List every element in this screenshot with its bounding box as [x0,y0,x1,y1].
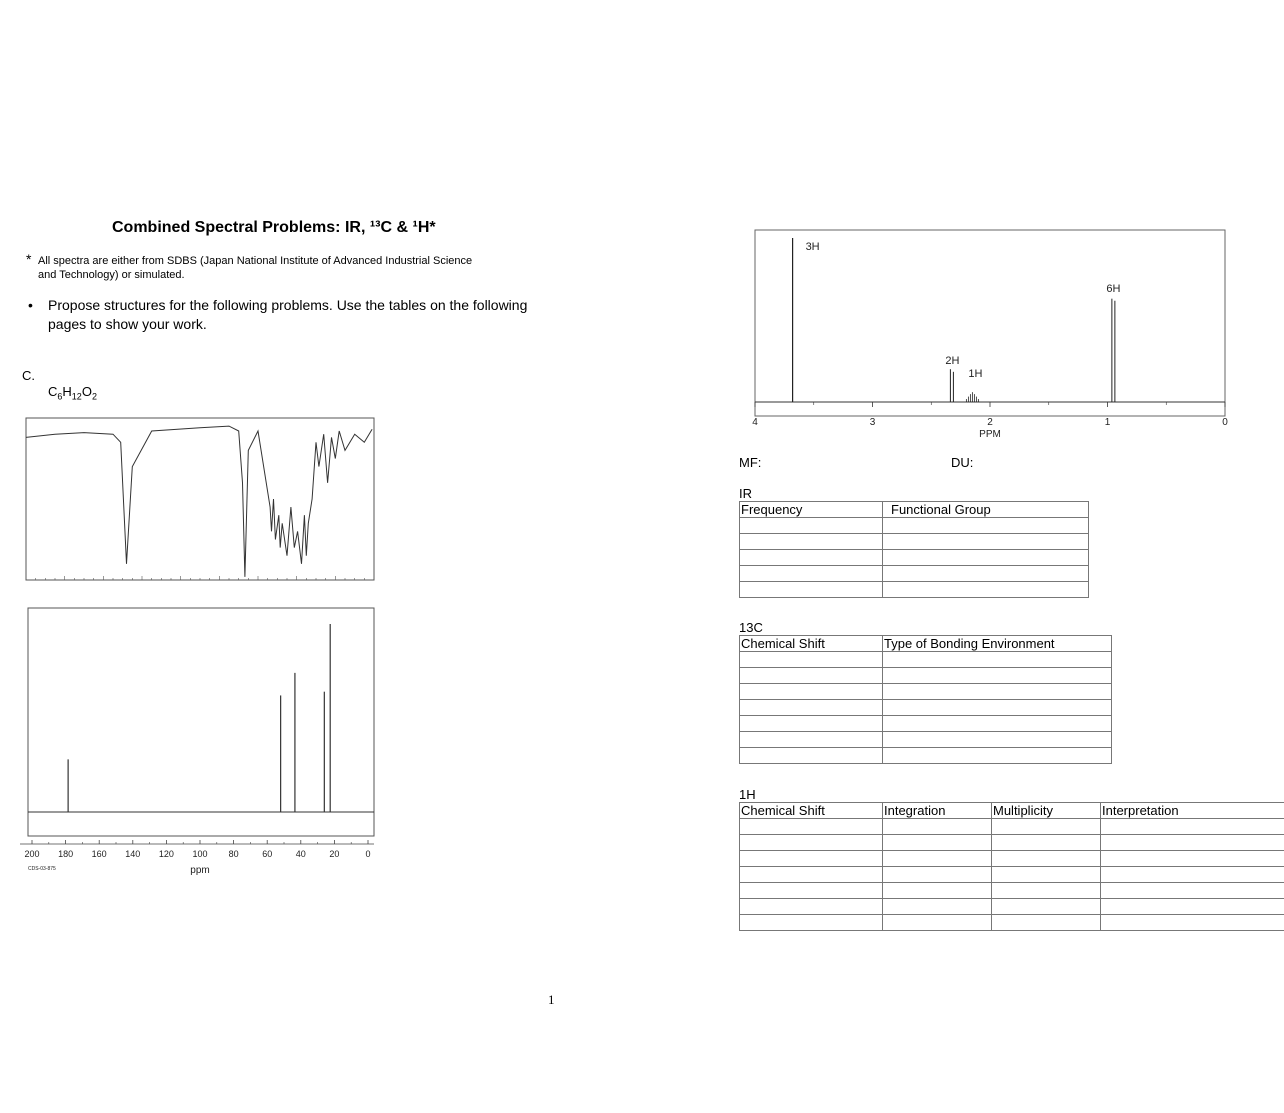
h1-tick-label: 2 [987,417,993,428]
table-cell[interactable] [1101,819,1284,835]
table-row [740,582,1089,598]
h1-frame [755,230,1225,416]
table-cell[interactable] [992,835,1101,851]
table-cell[interactable] [992,915,1101,931]
note-asterisk: * [26,251,32,267]
table-cell[interactable] [740,899,883,915]
table-row [740,867,1284,883]
table-row [740,915,1284,931]
h1-header-interpretation: Interpretation [1101,803,1284,819]
table-cell[interactable] [740,700,883,716]
h1-peak-label: 3H [805,241,820,253]
problem-label: C. [22,368,35,383]
bullet-symbol: • [28,297,33,313]
c13-table [739,635,1112,764]
c13-tick-label: 160 [91,849,107,859]
c13-frame [28,608,374,836]
instruction-bullet [28,296,568,334]
table-cell[interactable] [992,899,1101,915]
table-cell[interactable] [1101,915,1284,931]
molecular-formula: $C_6H_{12}O_2$ [48,384,97,402]
table-cell[interactable] [740,819,883,835]
h1-spectrum [745,228,1235,443]
table-cell[interactable] [883,550,1089,566]
table-cell[interactable] [883,915,992,931]
table-cell[interactable] [883,835,992,851]
mf-label: MF: [739,455,762,470]
h1-peak-label: 2H [945,355,960,367]
ir-section-label: IR [739,486,752,501]
table-cell[interactable] [1101,835,1284,851]
c13-spectrum [10,606,382,876]
h1-section-label: 1H [739,787,756,802]
table-cell[interactable] [992,883,1101,899]
table-cell[interactable] [992,867,1101,883]
table-cell[interactable] [883,684,1112,700]
h1-tick-label: 3 [869,417,876,428]
table-cell[interactable] [992,851,1101,867]
table-row [740,566,1089,582]
table-row [740,899,1284,915]
source-note [26,251,478,282]
c13-section-label: 13C [739,620,763,635]
table-cell[interactable] [740,851,883,867]
table-cell[interactable] [883,883,992,899]
h1-header-shift: Chemical Shift [740,803,883,819]
du-label: DU: [951,455,974,470]
table-cell[interactable] [740,668,883,684]
c13-tick-label: 20 [329,849,340,859]
table-row [740,851,1284,867]
table-cell[interactable] [1101,867,1284,883]
table-cell[interactable] [1101,883,1284,899]
h1-header-multiplicity: Multiplicity [992,803,1101,819]
table-cell[interactable] [740,652,883,668]
table-cell[interactable] [740,867,883,883]
table-cell[interactable] [740,748,883,764]
table-row [740,534,1089,550]
table-cell[interactable] [883,534,1089,550]
table-row [740,883,1284,899]
table-row [740,716,1112,732]
table-cell[interactable] [883,732,1112,748]
table-cell[interactable] [740,915,883,931]
table-row [740,700,1112,716]
table-row [740,668,1112,684]
table-cell[interactable] [883,652,1112,668]
ir-frame [26,418,374,580]
table-row [740,732,1112,748]
table-cell[interactable] [883,700,1112,716]
c13-tick-label: 0 [365,849,371,859]
c13-tick-label: 120 [158,849,174,859]
c13-tick-label: 60 [262,849,273,859]
instruction-text: Propose structures for the following problems. Use the tables on the following pages to show your work. [48,297,528,332]
table-row [740,518,1089,534]
c13-tick-label: 200 [24,849,40,859]
c13-tick-label: 140 [125,849,141,859]
table-cell[interactable] [740,566,883,582]
ir-header-frequency: Frequency [740,502,883,518]
table-cell[interactable] [883,899,992,915]
ir-table [739,501,1089,598]
table-cell[interactable] [740,534,883,550]
table-cell[interactable] [1101,851,1284,867]
h1-peak-label: 1H [968,368,983,380]
ir-spectrum [14,414,380,594]
c13-tick-label: 40 [295,849,306,859]
table-row [740,835,1284,851]
h1-tick-label: 0 [1222,417,1228,428]
table-cell[interactable] [740,716,883,732]
ir-trace [26,426,372,577]
table-cell[interactable] [883,819,992,835]
c13-header-shift: Chemical Shift [740,636,883,652]
table-row [740,684,1112,700]
h1-tick-label: 1 [1104,417,1111,428]
table-row [740,748,1112,764]
table-cell[interactable] [740,582,883,598]
h1-xlabel: PPM [979,429,1001,440]
table-cell[interactable] [883,716,1112,732]
table-cell[interactable] [883,518,1089,534]
c13-xlabel: ppm [190,865,210,876]
page-title: Combined Spectral Problems: IR, ¹³C & ¹H* [112,219,436,236]
table-cell[interactable] [883,748,1112,764]
c13-tick-label: 180 [58,849,74,859]
table-cell[interactable] [740,684,883,700]
table-cell[interactable] [883,566,1089,582]
ir-header-functional-group: Functional Group [883,502,1089,518]
table-cell[interactable] [883,582,1089,598]
page-number: 1 [548,992,555,1007]
h1-table [739,802,1284,931]
table-cell[interactable] [740,550,883,566]
c13-header-environment: Type of Bonding Environment [883,636,1112,652]
c13-code: CDS-03-875 [28,866,56,872]
table-cell[interactable] [883,668,1112,684]
table-cell[interactable] [883,867,992,883]
c13-tick-label: 80 [228,849,239,859]
table-row [740,550,1089,566]
c13-tick-label: 100 [192,849,208,859]
h1-tick-label: 4 [752,417,758,428]
table-cell[interactable] [883,851,992,867]
table-cell[interactable] [740,732,883,748]
note-text: All spectra are either from SDBS (Japan National Institute of Advanced Industrial Science and Technology) or simulated. [38,255,473,281]
table-cell[interactable] [740,883,883,899]
table-row [740,819,1284,835]
h1-header-integration: Integration [883,803,992,819]
h1-peak-label: 6H [1106,283,1121,295]
table-cell[interactable] [1101,899,1284,915]
table-cell[interactable] [992,819,1101,835]
table-cell[interactable] [740,835,883,851]
table-row [740,652,1112,668]
table-cell[interactable] [740,518,883,534]
